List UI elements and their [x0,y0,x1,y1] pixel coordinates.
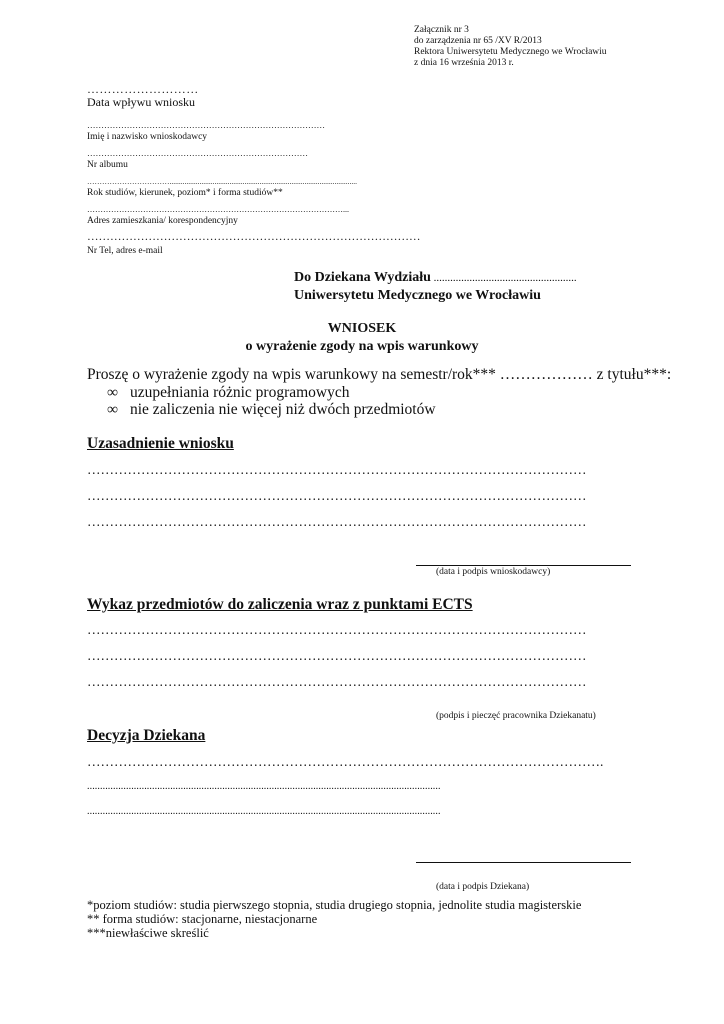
applicant-name-dots: ………………………………………………………………………… [87,120,325,130]
dean-signature-label: (data i podpis Dziekana) [436,882,530,892]
footnote-study-form: ** forma studiów: stacjonarne, niestacjonarne [87,912,318,926]
phone-email-dots: …………………………………………………………………………… [87,231,421,243]
dean-office-signature-label: (podpis i pieczęć pracownika Dziekanatu) [436,711,596,721]
addressee-dean-title: Do Dziekana Wydziału [294,270,431,285]
justification-line-2: ………………………………………………………………………………………………… [87,488,587,503]
dean-signature-line [416,862,631,863]
justification-heading: Uzasadnienie wniosku [87,435,234,452]
addressee-line-2: Uniwersytetu Medycznego we Wrocławiu [294,288,541,303]
study-info-dots: …………………………….................................................................................................... [87,177,357,186]
addressee-line-1 [294,270,577,286]
applicant-signature-line [416,565,631,566]
phone-email-label: Nr Tel, adres e-mail [87,246,163,256]
decision-line-2: ........................................................................................................................................ [87,781,441,792]
infinity-bullet-icon: ∞ [107,401,119,418]
decision-heading: Decyzja Dziekana [87,727,206,744]
subjects-line-2: ………………………………………………………………………………………………… [87,648,587,663]
footnote-strike-out: ***niewłaściwe skreślić [87,926,209,940]
attachment-line-2: do zarządzenia nr 65 /XV R/2013 [414,36,542,46]
decision-line-1: ……………………………………………………………………………………………………. [87,754,604,769]
applicant-name-label: Imię i nazwisko wnioskodawcy [87,132,208,142]
request-text: Proszę o wyrażenie zgody na wpis warunkowy na semestr/rok*** ……………… z tytułu***: [87,366,672,383]
request-option-1 [107,384,118,402]
justification-line-1: ………………………………………………………………………………………………… [87,462,587,477]
request-option-2-label: nie zaliczenia nie więcej niż dwóch przedmiotów [130,401,436,418]
address-label: Adres zamieszkania/ korespondencyjny [87,216,238,226]
date-received-dots: ……………………… [87,82,199,96]
document-title: WNIOSEK [327,321,397,336]
subjects-heading: Wykaz przedmiotów do zaliczenia wraz z punktami ECTS [87,596,473,613]
request-option-1-label: uzupełniania różnic programowych [130,384,350,401]
justification-line-3: ………………………………………………………………………………………………… [87,514,587,529]
album-number-dots: …………………………………………………………………… [87,148,308,158]
infinity-bullet-icon: ∞ [107,384,119,401]
subjects-line-3: ………………………………………………………………………………………………… [87,674,587,689]
decision-line-3: ........................................................................................................................................ [87,806,441,817]
document-subtitle: o wyrażenie zgody na wpis warunkowy [245,339,479,354]
attachment-line-3: Rektora Uniwersytetu Medycznego we Wrocławiu [414,47,607,57]
attachment-line-4: z dnia 16 września 2013 r. [414,58,514,68]
address-dots: ……………………………………………………………………………………... [87,205,349,214]
request-option-2 [107,401,118,419]
footnote-study-level: *poziom studiów: studia pierwszego stopnia, studia drugiego stopnia, jednolite studia magisterskie [87,898,582,912]
subjects-line-1: ………………………………………………………………………………………………… [87,622,587,637]
date-received-label: Data wpływu wniosku [87,95,195,109]
applicant-signature-label: (data i podpis wnioskodawcy) [436,567,551,577]
addressee-faculty-dots: .................................................... [430,272,577,284]
attachment-line-1: Załącznik nr 3 [414,25,469,35]
study-info-label: Rok studiów, kierunek, poziom* i forma studiów** [87,188,283,198]
album-number-label: Nr albumu [87,160,128,170]
